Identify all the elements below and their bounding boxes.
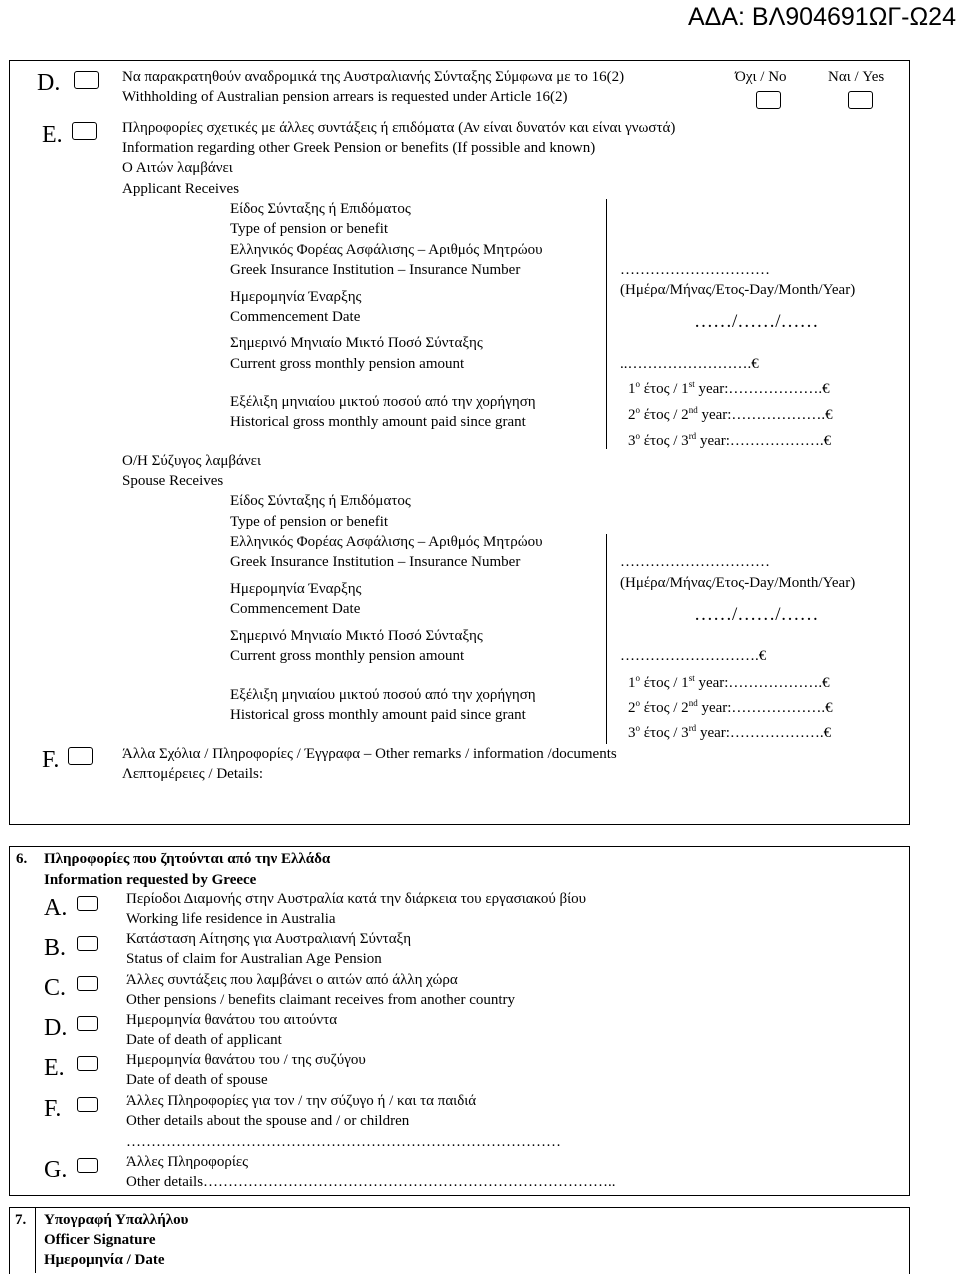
section-d-letter: D.: [37, 70, 61, 96]
section-e-checkbox[interactable]: [72, 122, 97, 140]
item-d-letter: D.: [44, 1015, 68, 1041]
yes-label: Ναι / Yes: [828, 69, 885, 85]
section7-line1: Υπογραφή Υπαλλήλου: [44, 1212, 189, 1228]
item-b-checkbox[interactable]: [77, 936, 98, 951]
applicant-amount-en: Current gross monthly pension amount: [230, 356, 465, 372]
item-b-gr: Κατάσταση Αίτησης για Αυστραλιανή Σύνταξη: [126, 931, 412, 947]
applicant-history-gr: Εξέλιξη μηνιαίου μικτού ποσού από την χορήγηση: [230, 394, 536, 410]
applicant-amount-gr: Σημερινό Μηνιαίο Μικτό Ποσό Σύνταξης: [230, 335, 483, 351]
spouse-date-field[interactable]: ……/……/……: [694, 604, 819, 625]
item-c-checkbox[interactable]: [77, 976, 98, 991]
section-e-text-gr: Πληροφορίες σχετικές με άλλες συντάξεις ή επιδόματα (Αν είναι δυνατόν και είναι γνωστά): [122, 120, 676, 136]
spouse-type-en: Type of pension or benefit: [230, 514, 389, 530]
section-f-letter: F.: [42, 747, 60, 773]
item-g-letter: G.: [44, 1157, 68, 1183]
item-a-checkbox[interactable]: [77, 896, 98, 911]
spouse-amount-en: Current gross monthly pension amount: [230, 648, 465, 664]
section7-line2: Officer Signature: [44, 1232, 156, 1248]
applicant-start-gr: Ημερομηνία Έναρξης: [230, 289, 362, 305]
no-checkbox[interactable]: [756, 91, 781, 109]
applicant-year2-field[interactable]: $2^o$ έτος / 2nd year:……………….€: [628, 405, 833, 423]
spouse-insurer-en: Greek Insurance Institution – Insurance Number: [230, 554, 521, 570]
item-a-en: Working life residence in Australia: [126, 911, 336, 927]
spouse-year1-field[interactable]: $1^o$ έτος / 1st year:……………….€: [628, 673, 830, 691]
spouse-insurer-gr: Ελληνικός Φορέας Ασφάλισης – Αριθμός Μητρώου: [230, 534, 543, 550]
applicant-type-gr: Είδος Σύνταξης ή Επιδόματος: [230, 201, 411, 217]
yes-checkbox[interactable]: [848, 91, 873, 109]
section-e-text-en: Information regarding other Greek Pension or benefits (If possible and known): [122, 140, 596, 156]
item-b-en: Status of claim for Australian Age Pension: [126, 951, 382, 967]
applicant-receives-gr: Ο Αιτών λαμβάνει: [122, 160, 233, 176]
item-d-checkbox[interactable]: [77, 1016, 98, 1031]
spouse-insurer-field[interactable]: …………………………: [620, 554, 770, 570]
item-d-gr: Ημερομηνία θανάτου του αιτούντα: [126, 1012, 338, 1028]
field-separator-line: [606, 199, 607, 449]
item-a-gr: Περίοδοι Διαμονής στην Αυστραλία κατά την διάρκεια του εργασιακού βίου: [126, 891, 587, 907]
spouse-start-gr: Ημερομηνία Έναρξης: [230, 581, 362, 597]
section6-title-gr: Πληροφορίες που ζητούνται από την Ελλάδα: [44, 851, 331, 867]
section7-divider: [35, 1207, 36, 1273]
applicant-year1-field[interactable]: $1^o$ έτος / 1st year:……………….€: [628, 379, 830, 397]
item-e-gr: Ημερομηνία θανάτου του / της συζύγου: [126, 1052, 366, 1068]
spouse-amount-gr: Σημερινό Μηνιαίο Μικτό Ποσό Σύνταξης: [230, 628, 483, 644]
item-e-en: Date of death of spouse: [126, 1072, 268, 1088]
section-d-checkbox[interactable]: [74, 71, 99, 89]
applicant-insurer-en: Greek Insurance Institution – Insurance Number: [230, 262, 521, 278]
item-e-letter: E.: [44, 1055, 65, 1081]
applicant-type-en: Type of pension or benefit: [230, 221, 389, 237]
spouse-amount-field[interactable]: ……………………….€: [620, 648, 767, 664]
section-f-checkbox[interactable]: [68, 747, 93, 765]
section-f-text-gr: Άλλα Σχόλια / Πληροφορίες / Έγγραφα – Other remarks / information /documents: [122, 746, 617, 762]
applicant-date-format: (Ημέρα/Μήνας/Ετος-Day/Month/Year): [620, 282, 856, 298]
item-f-dots-field[interactable]: ……………………………………………………………………………: [126, 1134, 561, 1150]
applicant-amount-field[interactable]: ..…………………….€: [620, 356, 759, 372]
applicant-date-field[interactable]: ……/……/……: [694, 311, 819, 332]
spouse-receives-gr: Ο/Η Σύζυγος λαμβάνει: [122, 453, 261, 469]
item-f-en: Other details about the spouse and / or children: [126, 1113, 410, 1129]
section7-number: 7.: [15, 1212, 27, 1228]
section6-title-en: Information requested by Greece: [44, 872, 257, 888]
section6-number: 6.: [16, 851, 28, 867]
item-c-letter: C.: [44, 975, 67, 1001]
section7-line3: Ημερομηνία / Date: [44, 1252, 165, 1268]
applicant-year3-field[interactable]: $3^o$ έτος / 3rd year:……………….€: [628, 431, 832, 449]
section-d-text-gr: Να παρακρατηθούν αναδρομικά της Αυστραλιανής Σύνταξης Σύμφωνα με το 16(2): [122, 69, 625, 85]
item-g-en[interactable]: Other details………………………………………………………………………..: [126, 1174, 616, 1190]
applicant-insurer-gr: Ελληνικός Φορέας Ασφάλισης – Αριθμός Μητρώου: [230, 242, 543, 258]
field-separator-line: [606, 534, 607, 744]
document-id: ΑΔΑ: ΒΛ904691ΩΓ-Ω24: [687, 3, 956, 31]
spouse-history-gr: Εξέλιξη μηνιαίου μικτού ποσού από την χορήγηση: [230, 687, 536, 703]
item-b-letter: B.: [44, 935, 67, 961]
spouse-history-en: Historical gross monthly amount paid since grant: [230, 707, 526, 723]
item-g-checkbox[interactable]: [77, 1158, 98, 1173]
item-f-letter: F.: [44, 1096, 62, 1122]
spouse-start-en: Commencement Date: [230, 601, 361, 617]
item-c-gr: Άλλες συντάξεις που λαμβάνει ο αιτών από άλλη χώρα: [126, 972, 458, 988]
item-c-en: Other pensions / benefits claimant receives from another country: [126, 992, 516, 1008]
item-e-checkbox[interactable]: [77, 1056, 98, 1071]
applicant-receives-en: Applicant Receives: [122, 181, 240, 197]
item-f-checkbox[interactable]: [77, 1097, 98, 1112]
spouse-type-gr: Είδος Σύνταξης ή Επιδόματος: [230, 493, 411, 509]
section-d-text-en: Withholding of Australian pension arrears is requested under Article 16(2): [122, 89, 568, 105]
section-f-details: Λεπτομέρειες / Details:: [122, 766, 263, 782]
applicant-start-en: Commencement Date: [230, 309, 361, 325]
spouse-year3-field[interactable]: $3^o$ έτος / 3rd year:……………….€: [628, 723, 832, 741]
spouse-year2-field[interactable]: $2^o$ έτος / 2nd year:……………….€: [628, 698, 833, 716]
item-g-gr: Άλλες Πληροφορίες: [126, 1154, 249, 1170]
spouse-date-format: (Ημέρα/Μήνας/Ετος-Day/Month/Year): [620, 575, 856, 591]
item-a-letter: A.: [44, 895, 68, 921]
section-e-letter: E.: [42, 122, 63, 148]
applicant-insurer-field[interactable]: …………………………: [620, 262, 770, 278]
item-d-en: Date of death of applicant: [126, 1032, 282, 1048]
applicant-history-en: Historical gross monthly amount paid since grant: [230, 414, 526, 430]
no-label: Όχι / No: [735, 69, 787, 85]
item-f-gr: Άλλες Πληροφορίες για τον / την σύζυγο ή / και τα παιδιά: [126, 1093, 477, 1109]
spouse-receives-en: Spouse Receives: [122, 473, 224, 489]
